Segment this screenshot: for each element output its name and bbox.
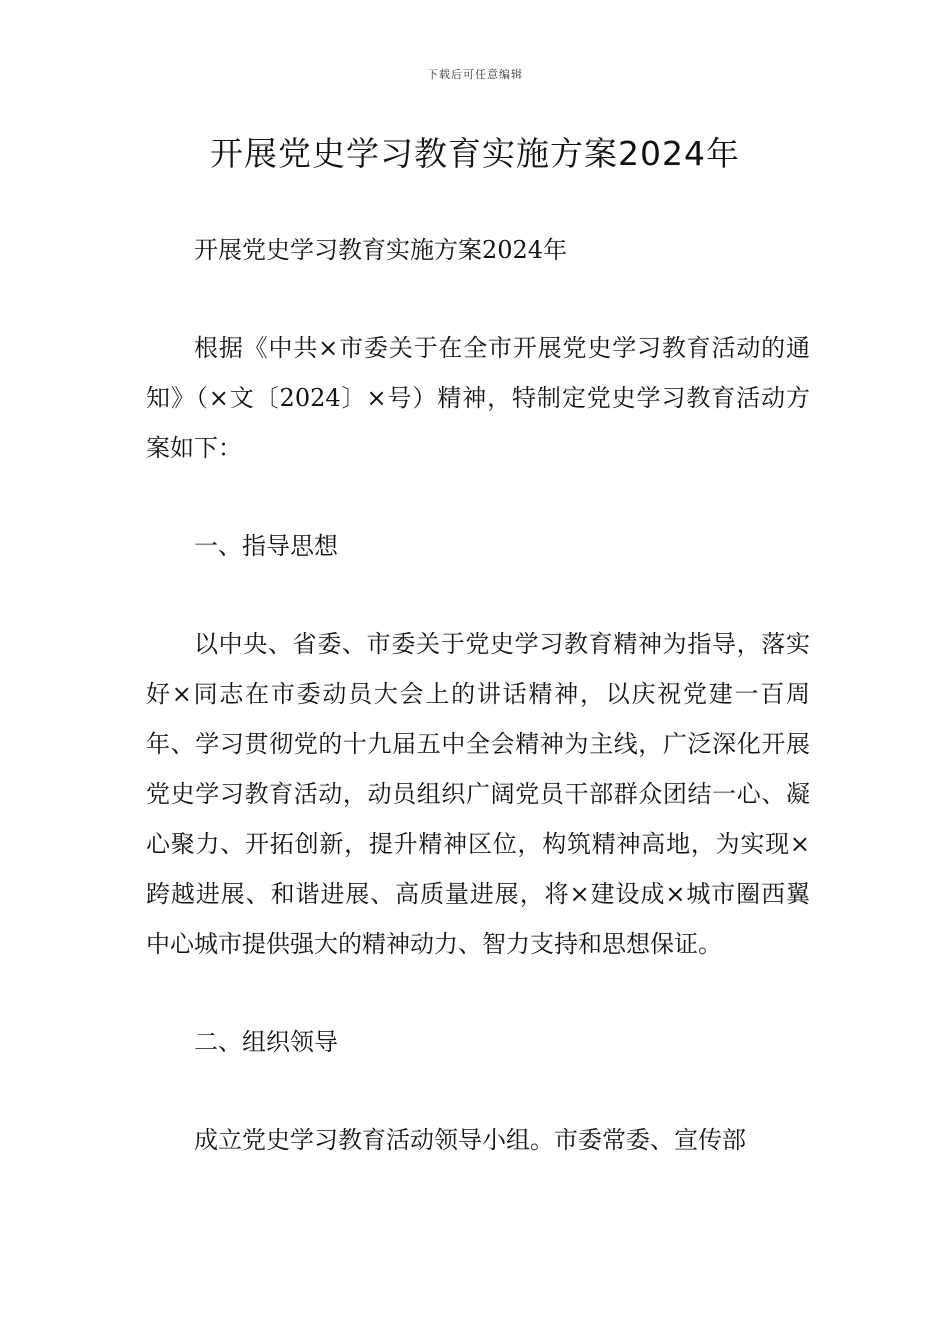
section-heading-organization: 二、组织领导 (194, 1028, 338, 1056)
header-note: 下载后可任意编辑 (427, 68, 523, 81)
document-title: 开展党史学习教育实施方案2024年 (210, 134, 740, 173)
paragraph-intro: 根据《中共×市委关于在全市开展党史学习教育活动的通知》（×文〔2024〕×号）精神，特制定党史学习教育活动方案如下： (146, 334, 810, 462)
document-body (146, 225, 810, 1213)
paragraph-guiding-ideology: 以中央、省委、市委关于党史学习教育精神为指导，落实好×同志在市委动员大会上的讲话精神，以庆祝党建一百周年、学习贯彻党的十九届五中全会精神为主线，广泛深化开展党史学习教育活动，动员组织广阔党员干部群众团结一心、凝心聚力、开拓创新，提升精神区位，构筑精神高地，为实现×跨越进展、和谐进展、高质量进展，将×建设成×城市圈西翼中心城市提供强大的精神动力、智力支持和思想保证。 (146, 630, 810, 958)
paragraph-subtitle: 开展党史学习教育实施方案2024年 (194, 236, 568, 264)
section-heading-guiding-ideology: 一、指导思想 (194, 532, 338, 560)
paragraph-organization: 成立党史学习教育活动领导小组。市委常委、宣传部 (194, 1126, 746, 1154)
